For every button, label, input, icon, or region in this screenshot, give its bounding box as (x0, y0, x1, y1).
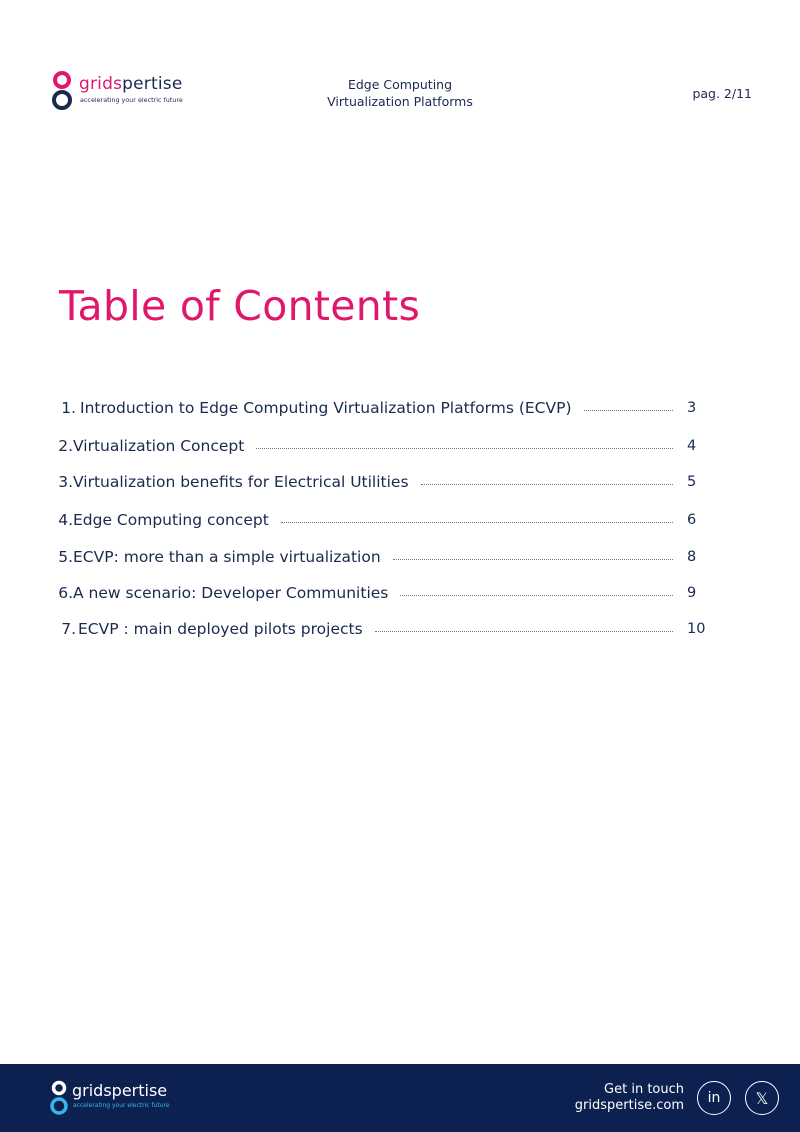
footer (0, 1064, 800, 1132)
logo-mark-icon (52, 70, 74, 114)
toc-entry-page: 3 (687, 400, 697, 416)
toc-entry-number: 7. (61, 620, 76, 638)
toc-leader-dots (375, 631, 673, 632)
toc-entry-number: 4. (58, 511, 73, 529)
toc-entry[interactable] (54, 581, 714, 605)
footer-logo-wordmark: gridspertise (72, 1081, 168, 1100)
toc-entry[interactable] (54, 545, 714, 569)
toc-leader-dots (256, 448, 673, 449)
logo-tagline: accelerating your electric future (80, 96, 183, 104)
toc-entry-page: 8 (687, 549, 697, 565)
page-number: pag. 2/11 (692, 86, 752, 101)
contact-block (575, 1082, 684, 1114)
toc-leader-dots (393, 559, 673, 560)
toc-entry-number: 6. (58, 584, 73, 602)
x-twitter-icon[interactable]: 𝕏 (745, 1081, 779, 1115)
toc-entry-title: A new scenario: Developer Communities (73, 584, 389, 602)
toc-entry-page: 4 (687, 438, 697, 454)
toc-entry-title: Introduction to Edge Computing Virtualization Platforms (ECVP) (80, 399, 572, 417)
footer-logo (50, 1080, 190, 1120)
linkedin-icon[interactable]: in (697, 1081, 731, 1115)
toc-entry[interactable] (57, 617, 714, 641)
page-title: Table of Contents (59, 282, 421, 330)
toc-entry-number: 5. (58, 548, 73, 566)
toc-entry[interactable] (57, 396, 714, 420)
toc-leader-dots (421, 484, 673, 485)
toc-leader-dots (584, 410, 674, 411)
toc-entry-number: 1. (61, 399, 76, 417)
toc-entry-page: 10 (687, 621, 706, 637)
toc-entry-page: 5 (687, 474, 697, 490)
toc-entry-number: 2. (58, 437, 73, 455)
toc-entry[interactable] (54, 508, 714, 532)
toc-entry-page: 9 (687, 585, 697, 601)
header-logo (52, 70, 202, 114)
logo-wordmark: gridspertise (79, 74, 183, 94)
toc-entry-page: 6 (687, 512, 697, 528)
toc-entry-title: ECVP : main deployed pilots projects (78, 620, 363, 638)
logo-mark-icon (50, 1080, 70, 1120)
toc-entry-title: Virtualization Concept (73, 437, 245, 455)
toc-entry-title: Edge Computing concept (73, 511, 269, 529)
toc-leader-dots (281, 522, 673, 523)
get-in-touch-label: Get in touch (604, 1082, 684, 1097)
document-title-line1: Edge Computing (347, 77, 453, 92)
document-title-line2: Virtualization Platforms (327, 94, 473, 109)
website-link[interactable]: gridspertise.com (574, 1098, 684, 1113)
toc-entry[interactable] (54, 434, 714, 458)
toc-entry-title: ECVP: more than a simple virtualization (73, 548, 381, 566)
footer-logo-tagline: accelerating your electric future (73, 1102, 170, 1109)
toc-entry-number: 3. (58, 473, 73, 491)
document-title (300, 76, 500, 110)
toc-entry[interactable] (54, 470, 714, 494)
toc-entry-title: Virtualization benefits for Electrical Utilities (73, 473, 409, 491)
toc-leader-dots (400, 595, 673, 596)
